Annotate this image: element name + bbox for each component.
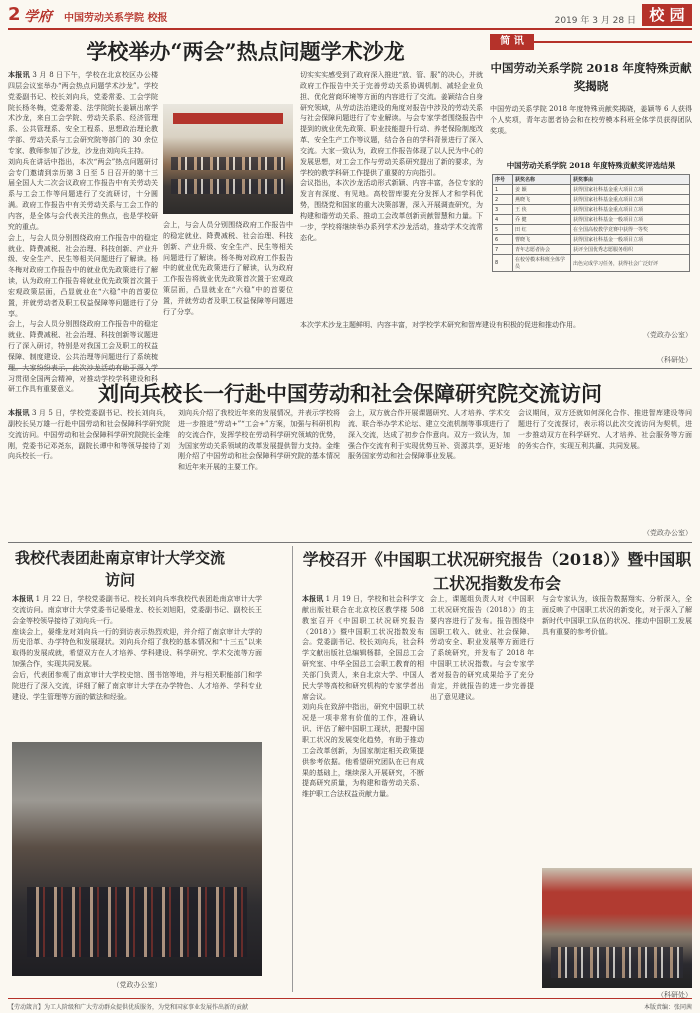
- footer-motto: 【劳动箴言】为工人阶级和广大劳动群众提供优质服务，为党和国家事业发展作出新的贡献: [8, 1004, 249, 1011]
- table-cell: 8: [493, 255, 513, 272]
- table-cell: 出色完成学习任务，获得社会广泛好评: [571, 255, 690, 272]
- article-salon-col2a: [163, 220, 293, 344]
- table-cell: 曹晓飞: [513, 235, 571, 245]
- article-report-col1-text: 1 月 19 日，学校和社会科学文献出版社联合在北京校区教学楼 508 教室召开《中国职工状况研究报告（2018）》暨中国职工状况指数发布会。党委副书记、校长刘向兵，社会科学文献出版社总编辑杨群，全国总工会研究室、中华全国总工会职工教育的相关部门负责人，来自北京大学、中国人民大学等高校和研究机构的专家学者出席会议。: [302, 595, 424, 701]
- award-table-title: 中国劳动关系学院 2018 年度特殊贡献奖评选结果: [506, 161, 676, 170]
- article-salon-credit: （科研处）: [657, 356, 692, 364]
- table-row: [493, 225, 690, 235]
- byline: 本报讯: [8, 71, 30, 79]
- article-salon-title: 学校举办“两会”热点问题学术沙龙: [86, 39, 405, 64]
- article-visit-col3: 会上，双方就合作开展课题研究、人才培养、学术交流、联合举办学术论坛、建立交流机制等事项进行了深入交流，达成了初步合作意向。双方一致认为，加强合作交流有利于实现优势互补、资源共享，更好地服务国家劳动和社会保障事业发展。: [348, 409, 510, 461]
- article-visit-title: 刘向兵校长一行赴中国劳动和社会保障研究院交流访问: [98, 381, 602, 406]
- table-cell: 在校劳模本科班全体学员: [513, 255, 571, 272]
- paper-logo: 学府: [24, 9, 52, 25]
- article-visit-col2: 刘向兵介绍了我校近年来的发展情况，并表示学校将进一步推进“劳动+”“工会+”方案，加强与科研机构的交流合作，发挥学校在劳动科学研究领域的优势，为国家劳动关系领域的改革发展提供智力支持。金维刚介绍了中国劳动和社会保障科学研究院的基本情况和近年来开展的主要工作。: [178, 409, 340, 472]
- article-salon-p2: 刘向兵在讲话中指出，本次“两会”热点问题研讨会专门邀请到亲历第 3 日至 5 日召开的第十三届全国人大二次会议政府工作报告中有关劳动关系与工会工作等问题进行了交流研讨，十分圆满。政府工作报告中有关劳动关系与工会工作的内容，是全体与会代表关注的焦点，也是学校研究的重点。: [8, 157, 158, 231]
- award-table: [492, 174, 690, 272]
- table-cell: 燕晓飞: [513, 195, 571, 205]
- table-header-cell: 获奖名称: [513, 175, 571, 185]
- brief-body: 中国劳动关系学院 2018 年度特殊贡献奖揭晓，姜颖等 6 人获得个人奖项，青年志愿者协会和在校劳模本科班全体学员获得团队奖项。: [490, 105, 692, 135]
- article-salon: [8, 34, 483, 394]
- table-cell: 1: [493, 185, 513, 195]
- article-nanjing-col1: 1 月 22 日，学校党委副书记、校长刘向兵率我校代表团赴南京审计大学交流访问。南京审计大学党委书记晏维龙、校长刘旭阳，党委副书记、副校长王会金等校领导接待了刘向兵一行。: [12, 595, 263, 625]
- article-salon-p3b: 会上，与会人员分别围绕政府工作报告中的稳定就业、降费减税、社会治理、科技创新、产业升级、安全生产、民生等相关问题进行了解读。杨冬梅对政府工作报告中的就业优先政策进行了解读，认为政府工作报告将就业优先政策首次置于宏观政策层面，凸显就业在“六稳”中的首要位置，并就劳动者及职工权益保障等问题进行了分享。: [163, 221, 293, 316]
- table-cell: 在全国高校教学竞赛中获得一等奖: [571, 225, 690, 235]
- article-nanjing-col3: 会后，代表团参观了南京审计大学校史馆、图书馆等地，并与相关职能部门和学院进行了深入交流，详细了解了南京审计大学在办学特色、人才培养、学科专业建设、学生管理等方面的做法和经验。: [12, 670, 262, 701]
- page-footer: [8, 998, 692, 1010]
- table-cell: 获得国家社科基金重点项目立项: [571, 205, 690, 215]
- issue-date: 2019 年 3 月 28 日: [554, 16, 636, 26]
- photo-people-row: [171, 157, 285, 170]
- table-cell: 获得国家社科基金一般项目立项: [571, 235, 690, 245]
- article-salon-col2: 切实实实感受到了政府深入推进“放、管、服”的决心，并就政府工作报告中关于完善劳动关系协调机制、减轻企业负担、优化营商环境等方面的内容进行了交流。姜颖结合自身研究领域，从劳动法治建设的角度对报告中涉及的劳动关系与社会保障问题进行了专业解读。与会专家学者围绕报告中提到的就业优先政策、职业技能提升行动、养老保险制度改革、安全生产工作等议题，结合各自的学科背景进行了深入交流。大家一致认为，政府工作报告体现了以人民为中心的发展思想，对工会工作与劳动关系研究提出了新的要求，为学校的教学科研工作提供了重要的方向指引。: [300, 71, 483, 177]
- byline: 本报讯: [302, 595, 324, 603]
- table-cell: 4: [493, 215, 513, 225]
- article-salon-p3: 会上，与会人员分别围绕政府工作报告中的稳定就业、降费减税、社会治理、科技创新、产业升级、安全生产、民生等相关问题进行了解读。杨冬梅对政府工作报告中的就业优先政策进行了解读，认为政府工作报告将就业优先政策首次置于宏观政策层面，凸显就业在“六稳”中的首要位置，并就劳动者及职工权益保障等问题进行了分享。: [8, 233, 158, 318]
- table-cell: 2: [493, 195, 513, 205]
- footer-editor: 本版责编：张同茜: [643, 1004, 692, 1011]
- article-salon-closing-text: 本次学术沙龙主题鲜明、内容丰富，对学校学术研究和智库建设有积极的促进和推动作用。: [300, 321, 580, 329]
- table-cell: 7: [493, 245, 513, 255]
- byline: 本报讯: [12, 595, 34, 603]
- article-nanjing-credit: （党政办公室）: [112, 981, 162, 989]
- article-visit-col1-text: 3 月 5 日，学校党委副书记、校长刘向兵，副校长吴万雄一行赴中国劳动和社会保障科学研究院交流访问。中国劳动和社会保障科学研究院院长金维刚，党委书记邓尧东，副院长谭中和等领导接待了刘向兵校长一行。: [8, 409, 170, 461]
- photo-people-row: [27, 887, 247, 957]
- table-cell: 6: [493, 235, 513, 245]
- article-visit-credit: （党政办公室）: [643, 529, 692, 537]
- table-row: [493, 185, 690, 195]
- table-cell: 3: [493, 205, 513, 215]
- nanjing-group-photo: [12, 742, 262, 976]
- masthead: [8, 4, 692, 30]
- table-row: [493, 195, 690, 205]
- section-divider: [8, 368, 692, 369]
- article-salon-lead: 3 月 8 日下午，学校在北京校区办公楼四层会议室举办“两会热点问题学术沙龙”。学校党委副书记、校长刘向兵，党委常委、工会学院院长杨冬梅，党委常委、法学院院长姜颖出席学术沙龙，来自工会学院、劳动关系系、经济管理系、公共管理系、安全工程系、思想政治理论教学部、劳动关系与工会研究院等部门的 30 余位专家、教师参加了沙龙，沙龙由刘向兵主持。: [8, 71, 159, 155]
- article-visit-col1: [8, 408, 170, 542]
- article-salon-col3-text: 会议指出，本次沙龙活动形式新颖、内容丰富，各位专家的发言有深度、有见地。高校智库要充分发挥人才和学科优势，围绕党和国家的重大决策部署，深入开展调查研究，为构建和谐劳动关系、推动工会改革创新贡献智慧和力量。下一步，学校将继续举办系列学术沙龙活动，推动学术交流常态化。: [300, 179, 483, 242]
- byline: 本报讯: [8, 409, 30, 417]
- table-cell: 获得国家社科基金一般项目立项: [571, 215, 690, 225]
- article-nanjing-col2: 座谈会上，晏维龙对刘向兵一行的到访表示热烈欢迎，并介绍了南京审计大学的历史沿革、办学特色和发展现状。刘向兵介绍了我校的基本情况和“十三五”以来取得的发展成就，希望双方在人才培养、学科建设、科学研究、学术交流等方面加强合作，实现共同发展。: [12, 627, 262, 669]
- article-nanjing-title: 我校代表团赴南京审计大学交流访问: [14, 549, 225, 589]
- table-cell: 获评全国优秀志愿服务组织: [571, 245, 690, 255]
- table-row: [493, 245, 690, 255]
- article-report-title: 学校召开《中国职工状况研究报告（2018）》暨中国职工状况指数发布会: [302, 550, 692, 593]
- table-cell: 青年志愿者协会: [513, 245, 571, 255]
- table-cell: 田 红: [513, 225, 571, 235]
- table-header-cell: 获奖事由: [571, 175, 690, 185]
- brief-rule: [534, 41, 692, 43]
- table-row: [493, 235, 690, 245]
- table-row: [493, 215, 690, 225]
- news-brief: [490, 34, 692, 356]
- article-report-credit: （科研处）: [657, 991, 692, 999]
- brief-title: 中国劳动关系学院 2018 年度特殊贡献奖揭晓: [490, 61, 692, 93]
- section-divider: [8, 542, 692, 543]
- photo-people-row: [171, 179, 285, 194]
- award-table-header: [493, 175, 690, 185]
- article-salon-col3: [300, 70, 483, 340]
- table-cell: 姜 颖: [513, 185, 571, 195]
- table-cell: 获得国家社科基金重点项目立项: [571, 195, 690, 205]
- article-report-col1: [302, 594, 424, 994]
- article-salon-p4: 会上，与会人员分别围绕政府工作报告中的稳定就业、降费减税、社会治理、科技创新等议题进行了深入研讨，特别是对我国工会及职工的权益保障、制度建设、公共治理等问题进行了系统梳 习贯彻全国两会精神，对推动学校学科建设和科研工作具有重要意义。: [8, 320, 158, 394]
- table-cell: 5: [493, 225, 513, 235]
- table-row: [493, 205, 690, 215]
- article-report-col2-text: 刘向兵在致辞中指出，研究中国职工状况是一项非常有价值的工作，准确认识、评估了解中国职工现状，把握中国职工状况的发展变化趋势，有助于推动工会改革创新，为国家制定相关政策提供参考依据。他希望研究团队在已有成果的基础上，继续深入开展研究，不断提高研究质量，为构建和谐劳动关系、维护职工合法权益贡献力量。: [302, 703, 424, 799]
- table-header-cell: 序号: [493, 175, 513, 185]
- brief-credit: （党政办公室）: [643, 331, 692, 339]
- photo-banner: [173, 113, 282, 124]
- salon-photo: [163, 104, 293, 214]
- article-salon-col1: [8, 70, 159, 394]
- article-nanjing-body: [12, 594, 262, 718]
- section-label: 校 园: [642, 4, 692, 26]
- page-number: 2: [8, 4, 21, 25]
- article-report-col3: 会上，课题组负责人对《中国职工状况研究报告（2018）》的主要内容进行了发布。报告围绕中国职工收入、就业、社会保障、劳动安全、职业发展等方面进行了系统研究，并发布了 2018 年中国职工状况指数。与会专家学者对报告的研究成果给予了充分肯定，并就报告的进一步完善提出了意见建议。: [430, 595, 534, 701]
- column-divider: [292, 546, 293, 992]
- table-cell: 获得国家社科基金重大项目立项: [571, 185, 690, 195]
- article-report-col4: 与会专家认为，该报告数据翔实、分析深入，全面反映了中国职工状况的新变化，对于深入了解新时代中国职工队伍的状况、推动中国职工发展具有重要的参考价值。: [542, 595, 692, 636]
- article-visit-col4: 会议期间，双方还就如何深化合作、推进智库建设等问题进行了交流探讨，表示将以此次交流访问为契机，进一步推动双方在科学研究、人才培养、社会服务等方面的务实合作，实现互利共赢、共同发展。: [518, 409, 692, 450]
- table-cell: 乔 健: [513, 215, 571, 225]
- report-launch-photo: [542, 868, 692, 988]
- table-row: [493, 255, 690, 272]
- photo-people-row: [551, 947, 683, 978]
- table-cell: 王 侠: [513, 205, 571, 215]
- paper-name: 中国劳动关系学院 校报: [64, 13, 168, 24]
- brief-tag: 简 讯: [490, 34, 534, 50]
